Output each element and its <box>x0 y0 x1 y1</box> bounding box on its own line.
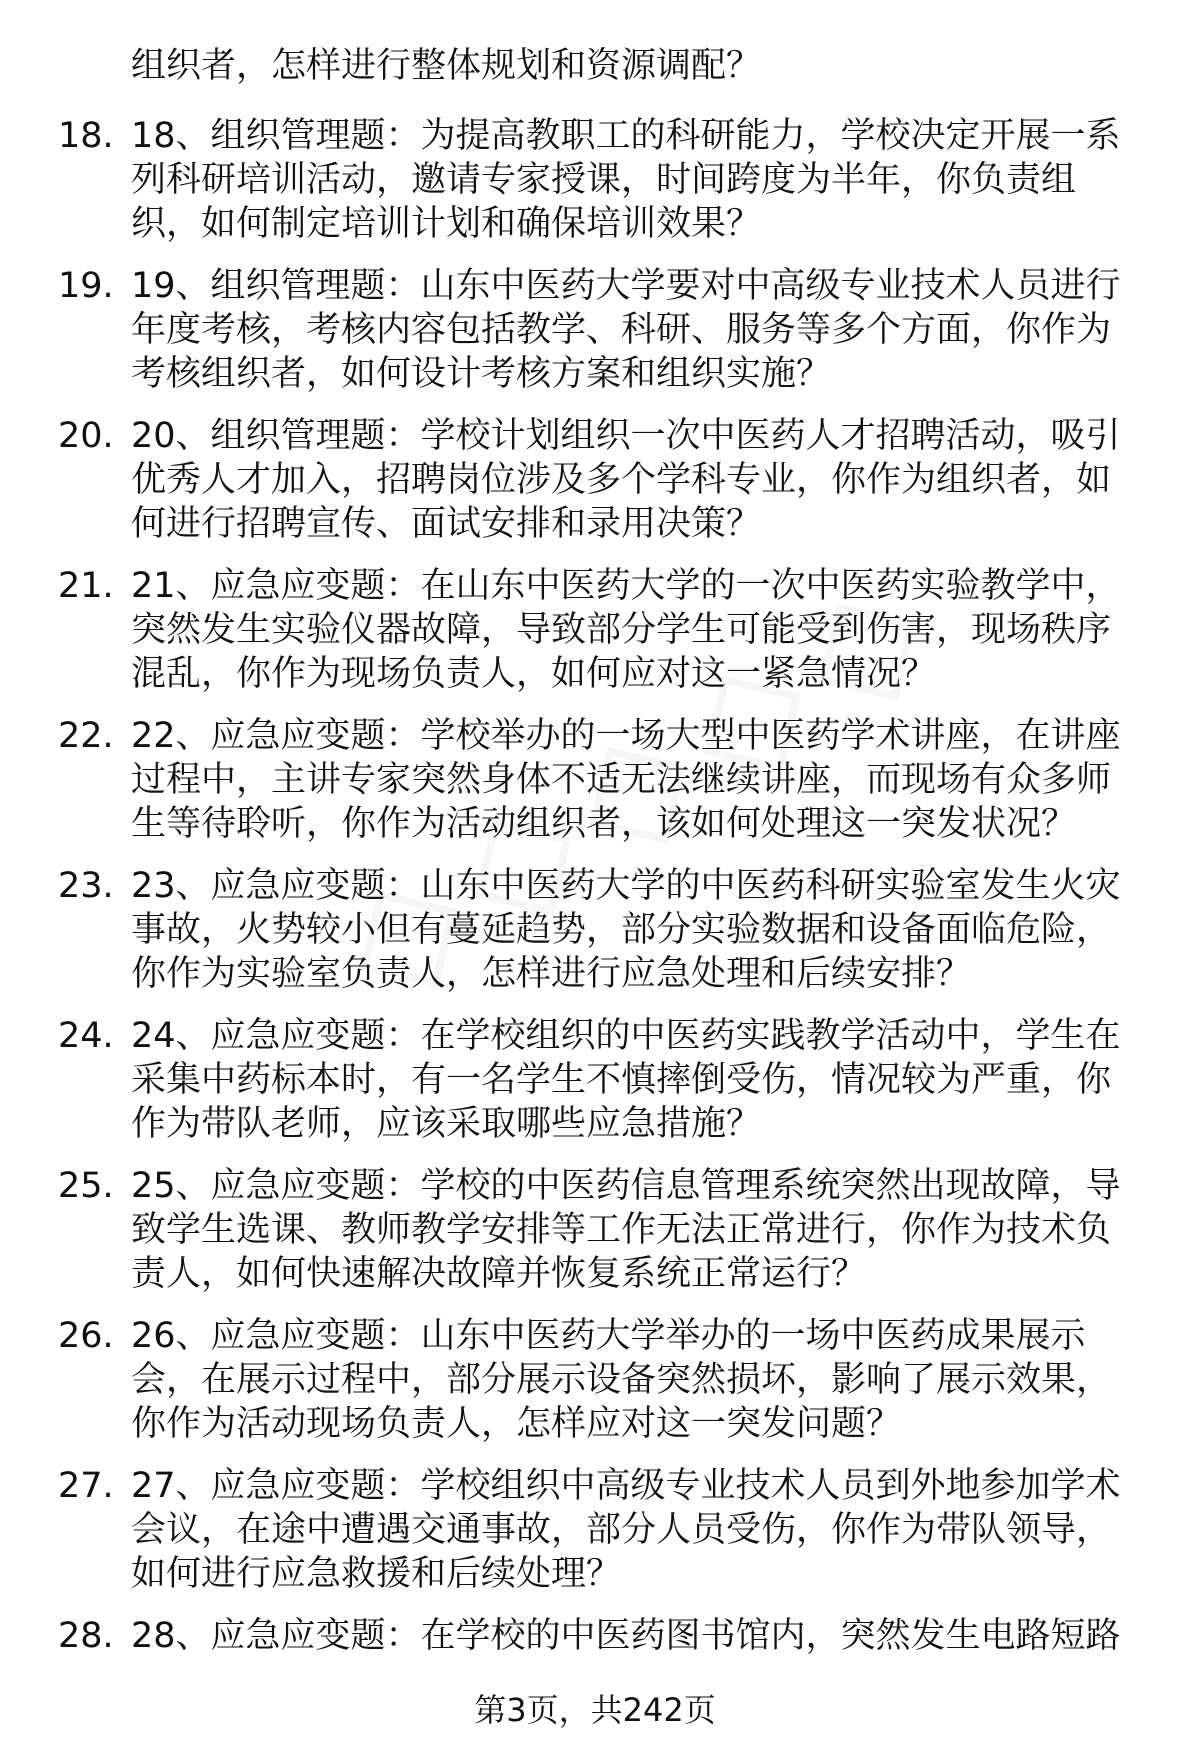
list-item-text <box>131 1164 1161 1296</box>
list-item <box>0 264 1190 396</box>
list-item-line: 致学生选课、教师教学安排等工作无法正常进行，你作为技术负 <box>131 1210 1112 1250</box>
list-item-line: 24、应急应变题：在学校组织的中医药实践教学活动中，学生在 <box>131 1016 1121 1056</box>
list-item-text <box>131 864 1161 996</box>
list-item-line: 织，如何制定培训计划和确保培训效果？ <box>131 204 762 244</box>
list-item-line: 28、应急应变题：在学校的中医药图书馆内，突然发生电路短路 <box>131 1616 1121 1656</box>
list-item-text <box>131 114 1161 246</box>
list-item-line: 20、组织管理题：学校计划组织一次中医药人才招聘活动，吸引 <box>131 416 1121 456</box>
list-item-line: 21、应急应变题：在山东中医药大学的一次中医药实验教学中， <box>131 566 1121 606</box>
list-item-line: 如何进行应急救援和后续处理？ <box>131 1554 622 1594</box>
list-item <box>0 1614 1190 1658</box>
list-item-line: 采集中药标本时，有一名学生不慎摔倒受伤，情况较为严重，你 <box>131 1060 1112 1100</box>
list-item-line: 你作为实验室负责人，怎样进行应急处理和后续安排？ <box>131 954 972 994</box>
list-item-line: 生等待聆听，你作为活动组织者，该如何处理这一突发状况？ <box>131 804 1077 844</box>
list-item-line: 考核组织者，如何设计考核方案和组织实施？ <box>131 354 832 394</box>
list-item-text <box>131 414 1161 546</box>
list-item <box>0 714 1190 846</box>
list-item-text <box>131 264 1161 396</box>
list-item-number: 27. <box>58 1466 114 1506</box>
list-item-text <box>131 1314 1161 1446</box>
list-item-line: 18、组织管理题：为提高教职工的科研能力，学校决定开展一系 <box>131 116 1121 156</box>
list-item-line: 优秀人才加入，招聘岗位涉及多个学科专业，你作为组织者，如 <box>131 460 1112 500</box>
list-item-number: 24. <box>58 1016 114 1056</box>
list-item <box>0 864 1190 996</box>
list-item <box>0 1014 1190 1146</box>
continuation-line: 组织者，怎样进行整体规划和资源调配？ <box>131 46 762 86</box>
list-item-line: 27、应急应变题：学校组织中高级专业技术人员到外地参加学术 <box>131 1466 1121 1506</box>
list-item-text <box>131 714 1161 846</box>
list-item-number: 25. <box>58 1166 114 1206</box>
list-item-line: 何进行招聘宣传、面试安排和录用决策？ <box>131 504 762 544</box>
list-item-text <box>131 1464 1161 1596</box>
list-item-line: 年度考核，考核内容包括教学、科研、服务等多个方面，你作为 <box>131 310 1112 350</box>
list-item-line: 你作为活动现场负责人，怎样应对这一突发问题？ <box>131 1404 902 1444</box>
list-item-number: 28. <box>58 1616 114 1656</box>
list-item-line: 19、组织管理题：山东中医药大学要对中高级专业技术人员进行 <box>131 266 1121 306</box>
list-item <box>0 1164 1190 1296</box>
list-item <box>0 414 1190 546</box>
list-item-line: 作为带队老师，应该采取哪些应急措施？ <box>131 1104 762 1144</box>
list-item-number: 21. <box>58 566 114 606</box>
list-item-number: 18. <box>58 116 114 156</box>
list-item-line: 会议，在途中遭遇交通事故，部分人员受伤，你作为带队领导， <box>131 1510 1112 1550</box>
list-item-line: 列科研培训活动，邀请专家授课，时间跨度为半年，你负责组 <box>131 160 1077 200</box>
question-list <box>0 114 1190 1676</box>
list-item-number: 20. <box>58 416 114 456</box>
list-item-number: 26. <box>58 1316 114 1356</box>
list-item-text <box>131 564 1161 696</box>
list-item <box>0 1464 1190 1596</box>
list-item-line: 混乱，你作为现场负责人，如何应对这一紧急情况？ <box>131 654 937 694</box>
list-item-number: 22. <box>58 716 114 756</box>
list-item-line: 26、应急应变题：山东中医药大学举办的一场中医药成果展示 <box>131 1316 1086 1356</box>
list-item-number: 19. <box>58 266 114 306</box>
list-item <box>0 564 1190 696</box>
list-item <box>0 114 1190 246</box>
list-item-line: 会，在展示过程中，部分展示设备突然损坏，影响了展示效果， <box>131 1360 1112 1400</box>
list-item-line: 突然发生实验仪器故障，导致部分学生可能受到伤害，现场秩序 <box>131 610 1112 650</box>
list-item-line: 过程中，主讲专家突然身体不适无法继续讲座，而现场有众多师 <box>131 760 1112 800</box>
list-item-line: 事故，火势较小但有蔓延趋势，部分实验数据和设备面临危险， <box>131 910 1112 950</box>
list-item <box>0 1314 1190 1446</box>
list-item-line: 25、应急应变题：学校的中医药信息管理系统突然出现故障，导 <box>131 1166 1121 1206</box>
list-item-line: 责人，如何快速解决故障并恢复系统正常运行？ <box>131 1254 867 1294</box>
list-item-text <box>131 1614 1161 1658</box>
page-footer: 第3页，共242页 <box>474 1691 716 1729</box>
list-item-line: 23、应急应变题：山东中医药大学的中医药科研实验室发生火灾 <box>131 866 1121 906</box>
list-item-line: 22、应急应变题：学校举办的一场大型中医药学术讲座，在讲座 <box>131 716 1121 756</box>
list-item-text <box>131 1014 1161 1146</box>
list-item-number: 23. <box>58 866 114 906</box>
